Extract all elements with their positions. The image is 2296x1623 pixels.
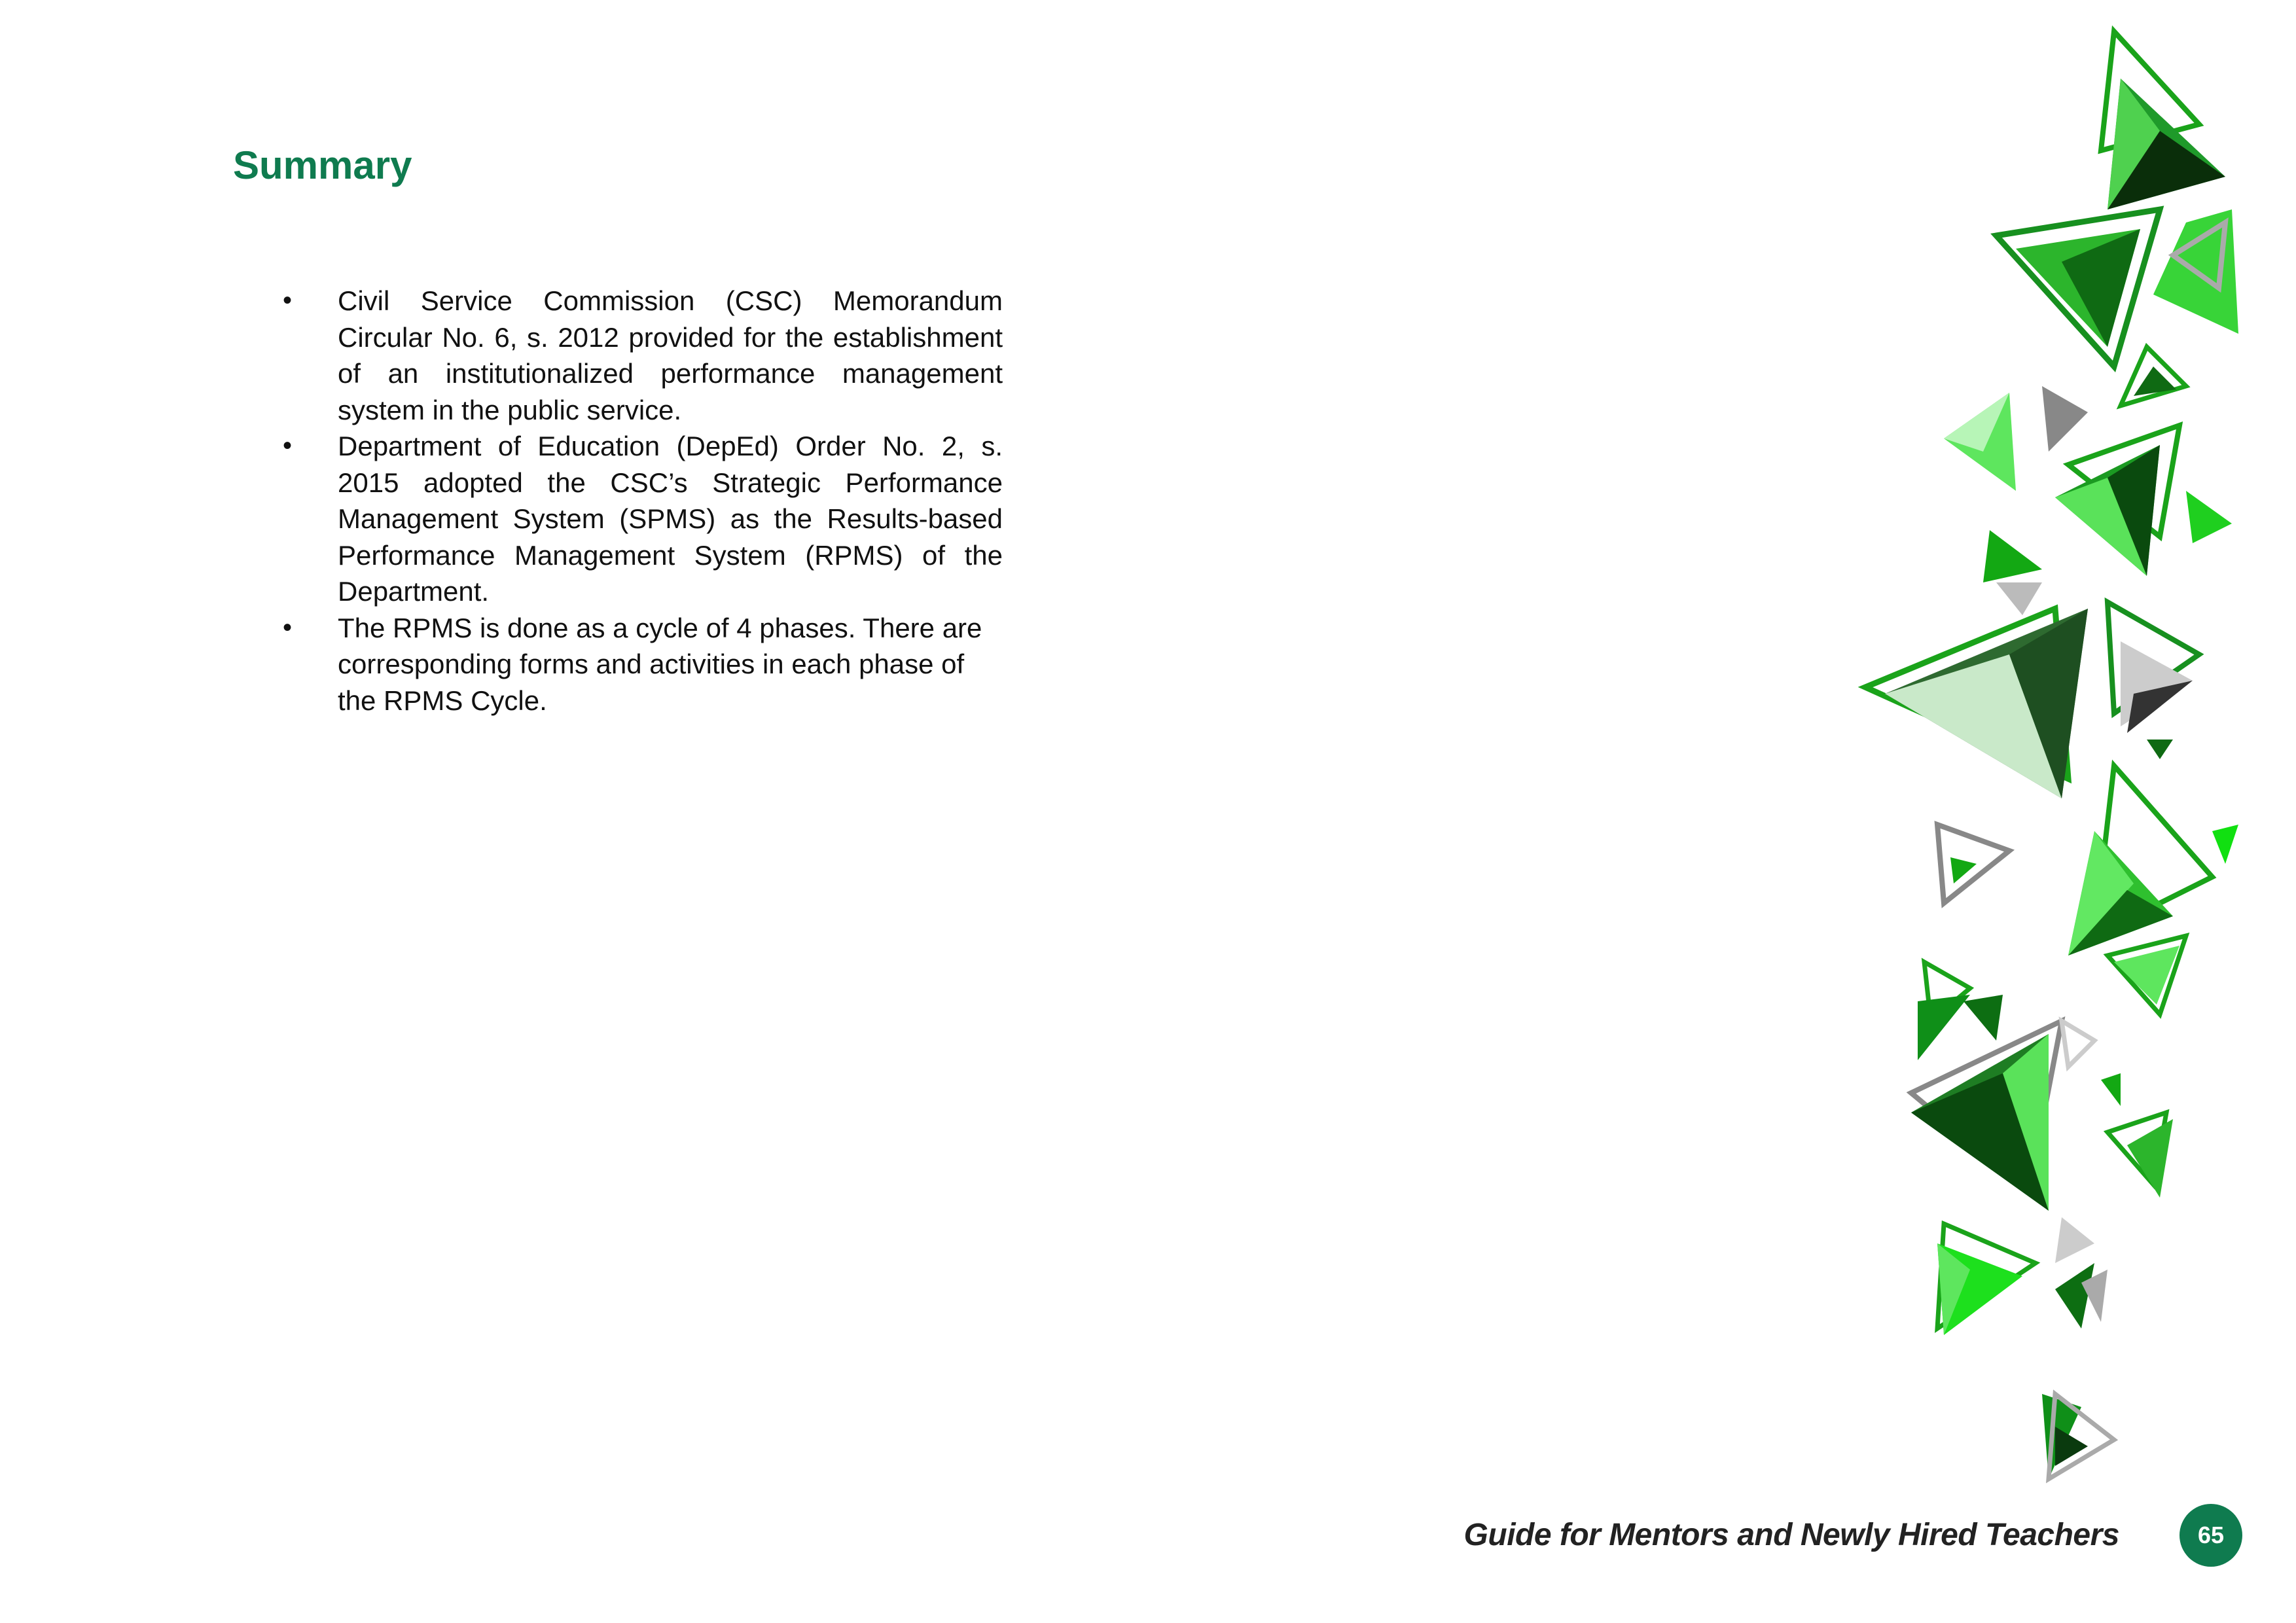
bullet-text: Department of Education (DepEd) Order No. 2, s. 2015 adopted the CSC’s Strategic Performance Management System (SPMS) as the Results-based Performance Management System (RPMS) of the Department. xyxy=(338,431,1003,607)
bullet-icon: • xyxy=(283,613,293,642)
section-heading: Summary xyxy=(233,143,412,187)
page-number-badge xyxy=(2179,1504,2242,1567)
bullet-item xyxy=(266,428,1003,610)
bullet-icon: • xyxy=(283,286,293,315)
bullet-item xyxy=(266,610,1003,719)
bullet-text: The RPMS is done as a cycle of 4 phases. There are corresponding forms and activities in each phase of the RPMS Cycle. xyxy=(338,612,982,716)
footer-guide-title: Guide for Mentors and Newly Hired Teachers xyxy=(1463,1518,2119,1552)
bullet-icon: • xyxy=(283,431,293,460)
summary-bullet-list xyxy=(266,283,1003,719)
green-triangles-decoration xyxy=(1846,20,2265,1525)
page-number: 65 xyxy=(2197,1522,2225,1548)
bullet-text: Civil Service Commission (CSC) Memorandum Circular No. 6, s. 2012 provided for the establishment of an institutionalized performance management system in the public service. xyxy=(338,285,1003,425)
bullet-item xyxy=(266,283,1003,428)
